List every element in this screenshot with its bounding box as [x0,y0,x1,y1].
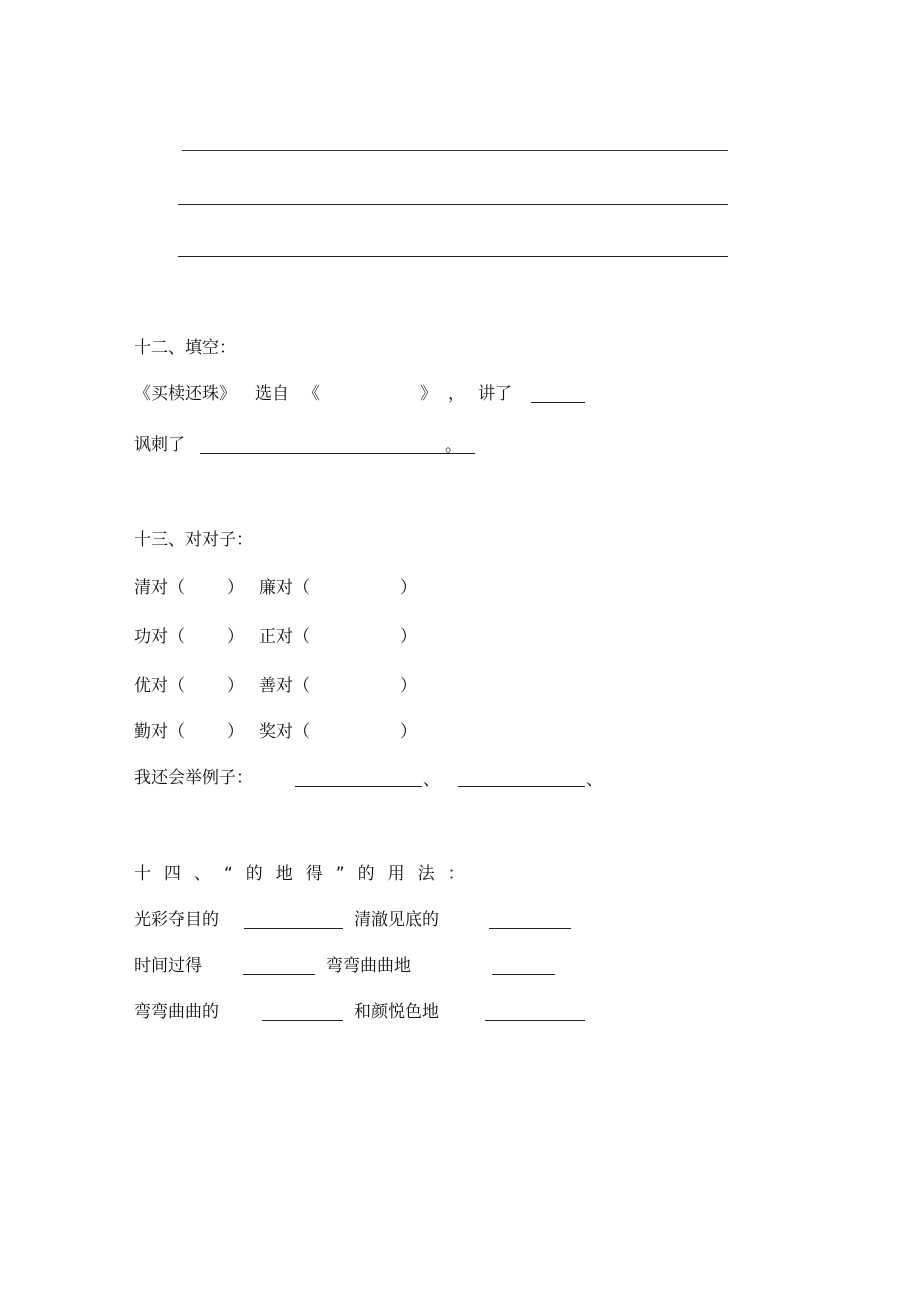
pair-right-close: ） [400,627,417,647]
separator: 、 [586,770,603,790]
phrase-2: 清澈见底的 [354,910,439,930]
pair-left-open: 勤对（ [134,722,185,742]
phrase-5: 弯弯曲曲的 [134,1002,219,1022]
pair-right-open: 奖对（ [259,722,310,742]
section14-heading: 十四、“的地得”的用法： [134,864,478,884]
pair-right-close: ） [400,578,417,598]
example-blank-1[interactable] [295,786,422,787]
phrase-6: 和颜悦色地 [354,1002,439,1022]
phrase-4-blank[interactable] [492,974,555,975]
phrase-2-blank[interactable] [489,928,571,929]
satirized-label: 讽刺了 [134,435,185,455]
phrase-3-blank[interactable] [243,974,315,975]
pair-left-close: ） [227,722,244,742]
phrase-6-blank[interactable] [485,1020,585,1021]
story-title: 《买椟还珠》 [134,384,236,404]
pair-left-open: 功对（ [134,627,185,647]
example-blank-2[interactable] [458,786,585,787]
section12-heading: 十二、填空： [134,338,236,358]
pair-left-close: ） [227,627,244,647]
examples-label: 我还会举例子： [134,768,253,788]
period: 。 [445,436,462,456]
phrase-3: 时间过得 [134,956,202,976]
comma: ， [448,384,465,404]
told-label: 讲了 [478,384,512,404]
answer-line-2[interactable] [178,204,728,205]
satirized-blank[interactable] [200,453,475,454]
selected-from-label: 选自 [255,384,289,404]
phrase-5-blank[interactable] [262,1020,343,1021]
pair-left-close: ） [227,578,244,598]
close-book-quote: 》 [420,384,437,404]
pair-right-open: 廉对（ [259,578,310,598]
answer-line-1[interactable] [182,150,728,151]
phrase-1-blank[interactable] [244,928,343,929]
pair-right-open: 正对（ [259,627,310,647]
pair-right-open: 善对（ [259,676,310,696]
told-blank[interactable] [531,402,585,403]
pair-right-close: ） [400,676,417,696]
pair-left-close: ） [227,676,244,696]
phrase-1: 光彩夺目的 [134,910,219,930]
open-book-quote: 《 [303,384,320,404]
answer-line-3[interactable] [178,256,728,257]
section13-heading: 十三、对对子： [134,530,253,550]
pair-right-close: ） [400,722,417,742]
pair-left-open: 清对（ [134,578,185,598]
pair-left-open: 优对（ [134,676,185,696]
separator: 、 [423,770,440,790]
phrase-4: 弯弯曲曲地 [326,956,411,976]
